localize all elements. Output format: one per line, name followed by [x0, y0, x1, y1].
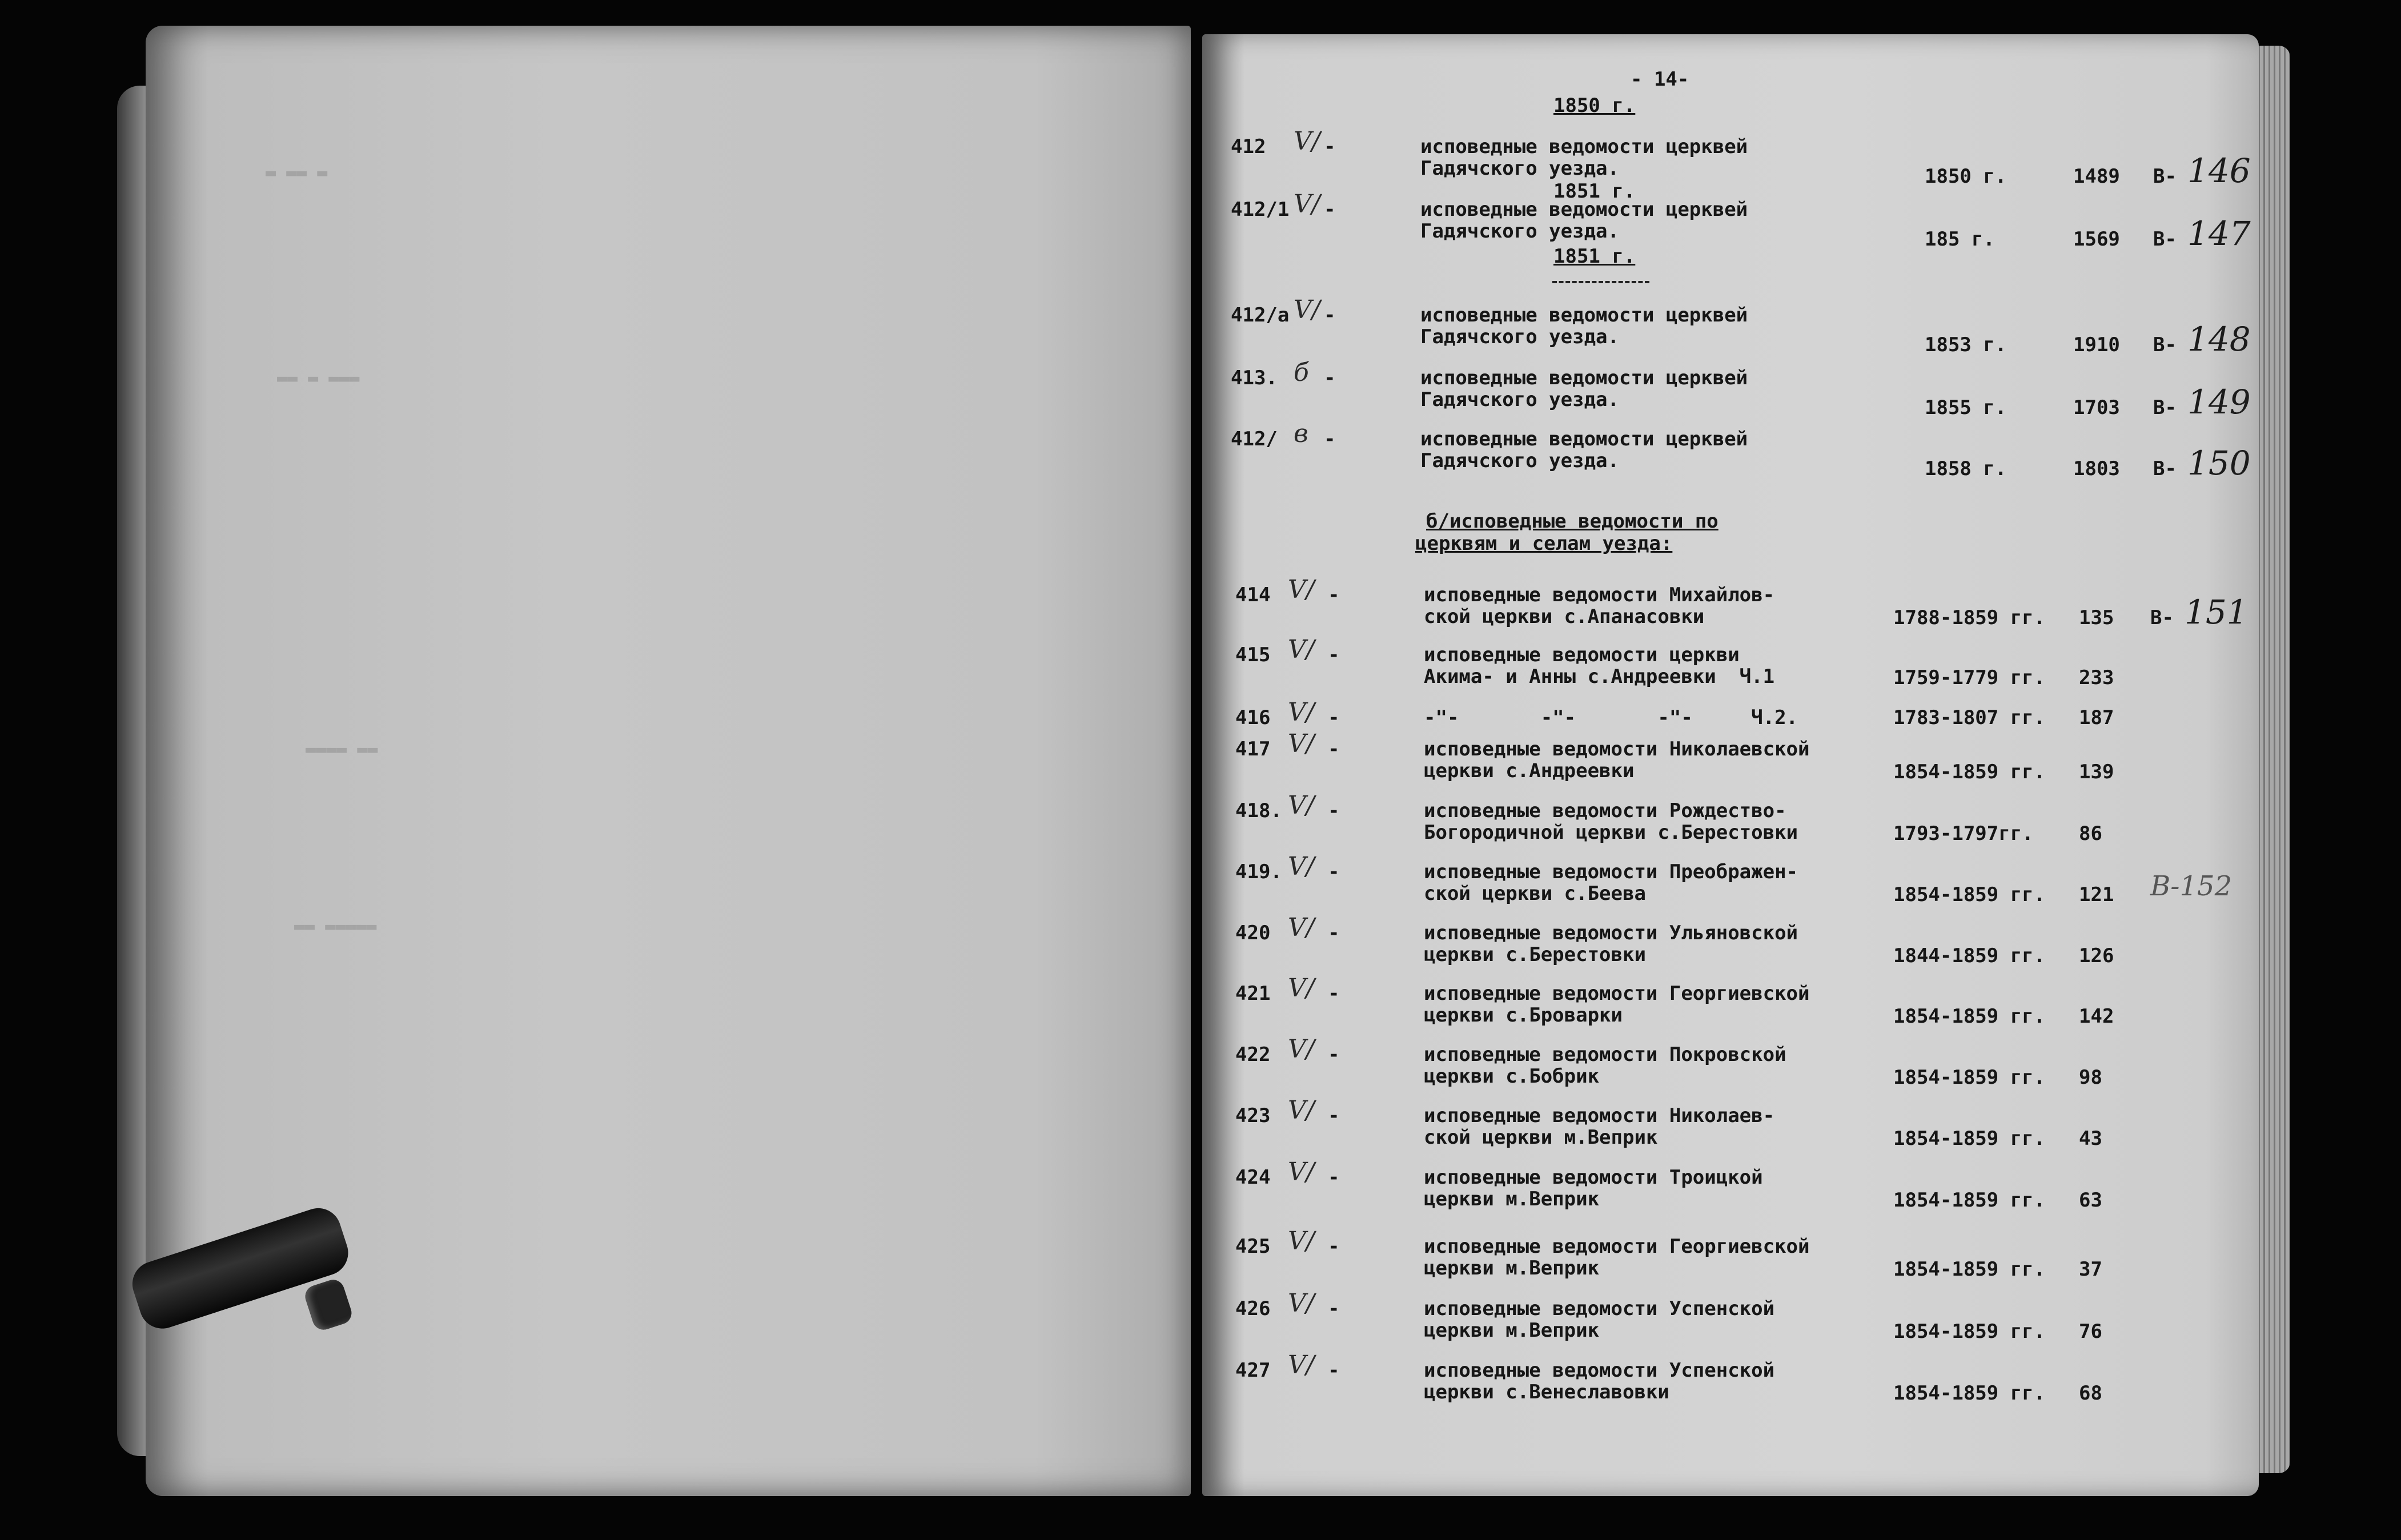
entry-dash: - — [1328, 584, 1340, 606]
handwritten-number: 148 — [2187, 320, 2251, 359]
check-mark: V/ — [1288, 635, 1315, 664]
entry-count: 1569 — [2073, 228, 2120, 251]
entry-number: 421 — [1235, 982, 1271, 1005]
entry-desc-line2: Гадячского уезда. — [1420, 388, 1619, 411]
entry-years: 1788-1859 гг. — [1893, 606, 2046, 629]
entry-dash: - — [1328, 922, 1340, 944]
check-mark: V/ — [1288, 913, 1315, 942]
check-mark: в — [1294, 419, 1308, 448]
entry-count: 121 — [2079, 883, 2114, 906]
section-b-title-line2: церквям и селам уезда: — [1415, 532, 1673, 555]
entry-count: 68 — [2079, 1382, 2102, 1405]
entry-year: 1858 г. — [1925, 457, 2007, 480]
entry-count: 63 — [2079, 1189, 2102, 1212]
bleed-through-text: ▬▬ ▬ ▬▬▬ — [277, 368, 360, 388]
entry-years: 1793-1797гг. — [1893, 822, 2034, 845]
entry-desc-line2: ской церкви м.Веприк — [1424, 1126, 1658, 1149]
entry-desc-line2: церкви м.Веприк — [1424, 1188, 1600, 1211]
bleed-through-text: ▬▬▬▬ ▬▬ — [306, 739, 378, 759]
handwritten-number: 147 — [2187, 214, 2251, 253]
entry-desc-line2: церкви с.Бобрик — [1424, 1065, 1600, 1088]
entry-desc-line1: исповедные ведомости Николаев- — [1424, 1104, 1775, 1127]
entry-years: 1844-1859 гг. — [1893, 944, 2046, 967]
entry-count: 86 — [2079, 822, 2102, 845]
entry-desc-line2: ской церкви с.Беева — [1424, 882, 1646, 905]
entry-code: В- — [2153, 457, 2177, 480]
entry-desc-line2: церкви м.Веприк — [1424, 1257, 1600, 1280]
entry-dash: - — [1324, 428, 1336, 451]
section-year-1851: 1851 г. — [1553, 245, 1636, 268]
bleed-through-text: ▬▬ ▬▬▬▬▬ — [294, 916, 377, 936]
entry-years: 1783-1807 гг. — [1893, 706, 2046, 729]
entry-desc-line1: исповедные ведомости Михайлов- — [1424, 584, 1775, 606]
entry-desc-line1: -"- -"- -"- Ч.2. — [1424, 706, 1798, 729]
entry-count: 126 — [2079, 944, 2114, 967]
entry-desc-line1: исповедные ведомости церквей — [1420, 135, 1748, 158]
check-mark: V/ — [1288, 974, 1315, 1003]
entry-dash: - — [1324, 198, 1336, 221]
entry-desc-line2: церкви м.Веприк — [1424, 1319, 1600, 1342]
entry-code: В- — [2153, 228, 2177, 251]
entry-desc-line2: Гадячского уезда. — [1420, 449, 1619, 472]
check-mark: V/ — [1288, 791, 1315, 820]
entry-dash: - — [1324, 367, 1336, 389]
entry-code: В- — [2153, 333, 2177, 356]
bleed-through-text: ▬ ▬▬ ▬ — [266, 163, 328, 183]
entry-desc-line2: ской церкви с.Апанасовки — [1424, 605, 1705, 628]
check-mark: V/ — [1288, 1096, 1315, 1125]
entry-number: 412 — [1231, 135, 1266, 158]
entry-desc-line2: Богородичной церкви с.Берестовки — [1424, 821, 1798, 844]
handwritten-number: 146 — [2187, 151, 2251, 190]
entry-code: В- — [2153, 165, 2177, 188]
check-mark: V/ — [1294, 295, 1320, 324]
entry-dash: - — [1328, 738, 1340, 761]
entry-desc-line2: церкви с.Броварки — [1424, 1004, 1623, 1027]
entry-code: В- — [2153, 396, 2177, 419]
entry-number: 419. — [1235, 861, 1282, 883]
entry-count: 142 — [2079, 1005, 2114, 1028]
entry-dash: - — [1328, 1235, 1340, 1258]
entry-dash: - — [1328, 1359, 1340, 1382]
entry-years: 1854-1859 гг. — [1893, 883, 2046, 906]
entry-dash: - — [1328, 706, 1340, 729]
entry-dash: - — [1324, 135, 1336, 158]
entry-desc-line1: исповедные ведомости церкви — [1424, 644, 1740, 666]
entry-dash: - — [1328, 799, 1340, 822]
check-mark: V/ — [1288, 1350, 1315, 1380]
entry-dash: - — [1328, 1166, 1340, 1189]
entry-desc-line2: Гадячского уезда. — [1420, 325, 1619, 348]
entry-desc-line1: исповедные ведомости Ульяновской — [1424, 922, 1798, 944]
entry-dash: - — [1328, 861, 1340, 883]
entry-desc-line2: Гадячского уезда. — [1420, 157, 1619, 180]
entry-count: 1910 — [2073, 333, 2120, 356]
entry-number: 414 — [1235, 584, 1271, 606]
entry-count: 98 — [2079, 1066, 2102, 1089]
entry-desc-line1: исповедные ведомости Троицкой — [1424, 1166, 1763, 1189]
entry-count: 139 — [2079, 761, 2114, 783]
entry-desc-line2: церкви с.Берестовки — [1424, 943, 1646, 966]
entry-years: 1854-1859 гг. — [1893, 761, 2046, 783]
entry-years: 1854-1859 гг. — [1893, 1258, 2046, 1281]
entry-count: 1489 — [2073, 165, 2120, 188]
handwritten-number: В-152 — [2150, 870, 2233, 902]
check-mark: V/ — [1288, 698, 1315, 727]
entry-desc-line2: Акима- и Анны с.Андреевки Ч.1 — [1424, 665, 1775, 688]
entry-year: 1850 г. — [1925, 165, 2007, 188]
entry-dash: - — [1328, 1043, 1340, 1066]
entry-years: 1854-1859 гг. — [1893, 1189, 2046, 1212]
entry-years: 1854-1859 гг. — [1893, 1127, 2046, 1150]
entry-desc-line1: исповедные ведомости Георгиевской — [1424, 1235, 1810, 1258]
check-mark: б — [1294, 358, 1309, 387]
entry-number: 424 — [1235, 1166, 1271, 1189]
entry-desc-line1: исповедные ведомости Георгиевской — [1424, 982, 1810, 1005]
section-year-1850: 1850 г. — [1553, 94, 1636, 117]
entry-dash: - — [1328, 1104, 1340, 1127]
entry-desc-line2: Гадячского уезда. — [1420, 220, 1619, 243]
overwrite-year: 1851 г. — [1553, 180, 1636, 203]
entry-year: 1855 г. — [1925, 396, 2007, 419]
entry-number: 412/ — [1231, 428, 1278, 451]
entry-count: 37 — [2079, 1258, 2102, 1281]
check-mark: V/ — [1288, 1227, 1315, 1256]
entry-desc-line1: исповедные ведомости церквей — [1420, 304, 1748, 327]
entry-desc-line1: исповедные ведомости Покровской — [1424, 1043, 1786, 1066]
entry-number: 422 — [1235, 1043, 1271, 1066]
section-b-title-line1: б/исповедные ведомости по — [1426, 510, 1719, 533]
entry-number: 416 — [1235, 706, 1271, 729]
entry-years: 1854-1859 гг. — [1893, 1005, 2046, 1028]
entry-desc-line1: исповедные ведомости церквей — [1420, 367, 1748, 389]
entry-number: 418. — [1235, 799, 1282, 822]
entry-count: 76 — [2079, 1320, 2102, 1343]
entry-count: 1703 — [2073, 396, 2120, 419]
handwritten-number: 151 — [2185, 593, 2248, 632]
entry-code: В- — [2150, 606, 2174, 629]
check-mark: V/ — [1288, 1035, 1315, 1064]
entry-dash: - — [1324, 304, 1336, 327]
entry-number: 420 — [1235, 922, 1271, 944]
entry-desc-line1: исповедные ведомости церквей — [1420, 428, 1748, 451]
entry-years: 1854-1859 гг. — [1893, 1320, 2046, 1343]
entry-count: 1803 — [2073, 457, 2120, 480]
entry-number: 417 — [1235, 738, 1271, 761]
entry-number: 426 — [1235, 1297, 1271, 1320]
page-number: - 14- — [1631, 68, 1689, 91]
entry-desc-line1: исповедные ведомости Успенской — [1424, 1359, 1775, 1382]
entry-number: 425 — [1235, 1235, 1271, 1258]
entry-number: 412/а — [1231, 304, 1290, 327]
entry-years: 1854-1859 гг. — [1893, 1382, 2046, 1405]
entry-desc-line2: церкви с.Андреевки — [1424, 759, 1635, 782]
entry-count: 43 — [2079, 1127, 2102, 1150]
entry-year: 185 г. — [1925, 228, 1995, 251]
entry-year: 1853 г. — [1925, 333, 2007, 356]
entry-desc-line1: исповедные ведомости Николаевской — [1424, 738, 1810, 761]
check-mark: V/ — [1294, 127, 1320, 156]
section-underline — [1552, 281, 1649, 283]
entry-count: 187 — [2079, 706, 2114, 729]
entry-desc-line1: исповедные ведомости Успенской — [1424, 1297, 1775, 1320]
check-mark: V/ — [1288, 575, 1315, 604]
check-mark: V/ — [1288, 1157, 1315, 1187]
check-mark: V/ — [1294, 190, 1320, 219]
entry-desc-line1: исповедные ведомости церквей — [1420, 198, 1748, 221]
entry-number: 412/1 — [1231, 198, 1290, 221]
entry-count: 233 — [2079, 666, 2114, 689]
entry-dash: - — [1328, 644, 1340, 666]
handwritten-number: 149 — [2187, 383, 2251, 421]
handwritten-number: 150 — [2187, 444, 2251, 482]
entry-desc-line1: исповедные ведомости Преображен- — [1424, 861, 1798, 883]
entry-dash: - — [1328, 1297, 1340, 1320]
entry-number: 415 — [1235, 644, 1271, 666]
check-mark: V/ — [1288, 729, 1315, 758]
entry-years: 1759-1779 гг. — [1893, 666, 2046, 689]
entry-desc-line1: исповедные ведомости Рождество- — [1424, 799, 1786, 822]
entry-desc-line2: церкви с.Венеславовки — [1424, 1381, 1669, 1404]
check-mark: V/ — [1288, 852, 1315, 881]
entry-dash: - — [1328, 982, 1340, 1005]
entry-number: 423 — [1235, 1104, 1271, 1127]
entry-number: 427 — [1235, 1359, 1271, 1382]
entry-years: 1854-1859 гг. — [1893, 1066, 2046, 1089]
check-mark: V/ — [1288, 1289, 1315, 1318]
entry-number: 413. — [1231, 367, 1278, 389]
entry-count: 135 — [2079, 606, 2114, 629]
